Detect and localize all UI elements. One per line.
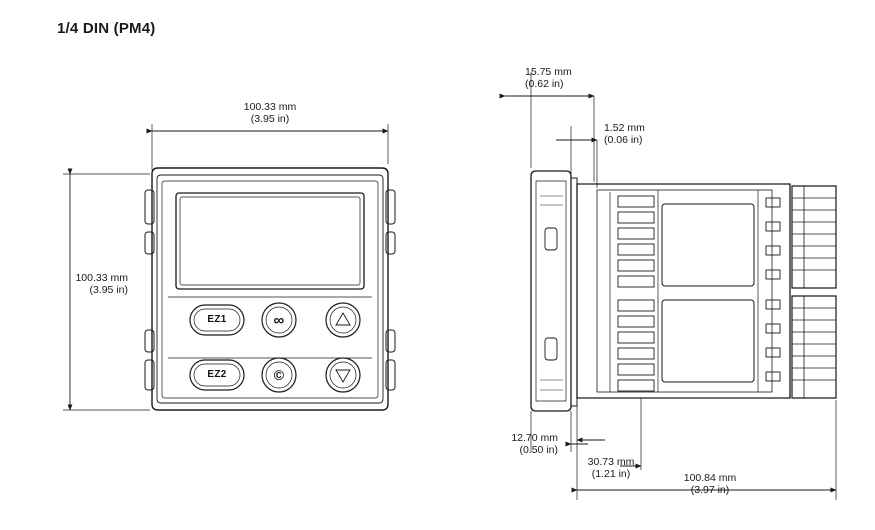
key-label-advance[interactable]: © [273, 367, 285, 383]
key-label-ez2[interactable]: EZ2 [207, 369, 227, 380]
key-label-infinity[interactable]: ∞ [273, 312, 285, 329]
clamp-depth-label: 30.73 mm (1.21 in) [587, 456, 635, 480]
page-title: 1/4 DIN (PM4) [57, 20, 156, 37]
front-width-label: 100.33 mm (3.95 in) [243, 101, 297, 125]
side-view-graphic [531, 171, 836, 411]
front-height-label: 100.33 mm (3.95 in) [75, 272, 128, 296]
key-label-ez1[interactable]: EZ1 [207, 314, 227, 325]
gasket-thickness-label: 1.52 mm (0.06 in) [604, 122, 645, 146]
bezel-depth-label: 15.75 mm (0.62 in) [525, 66, 572, 90]
bezel-offset-label: 12.70 mm (0.50 in) [511, 432, 558, 456]
overall-depth-label: 100.84 mm (3.97 in) [683, 472, 737, 496]
front-width-dimension [152, 124, 388, 170]
